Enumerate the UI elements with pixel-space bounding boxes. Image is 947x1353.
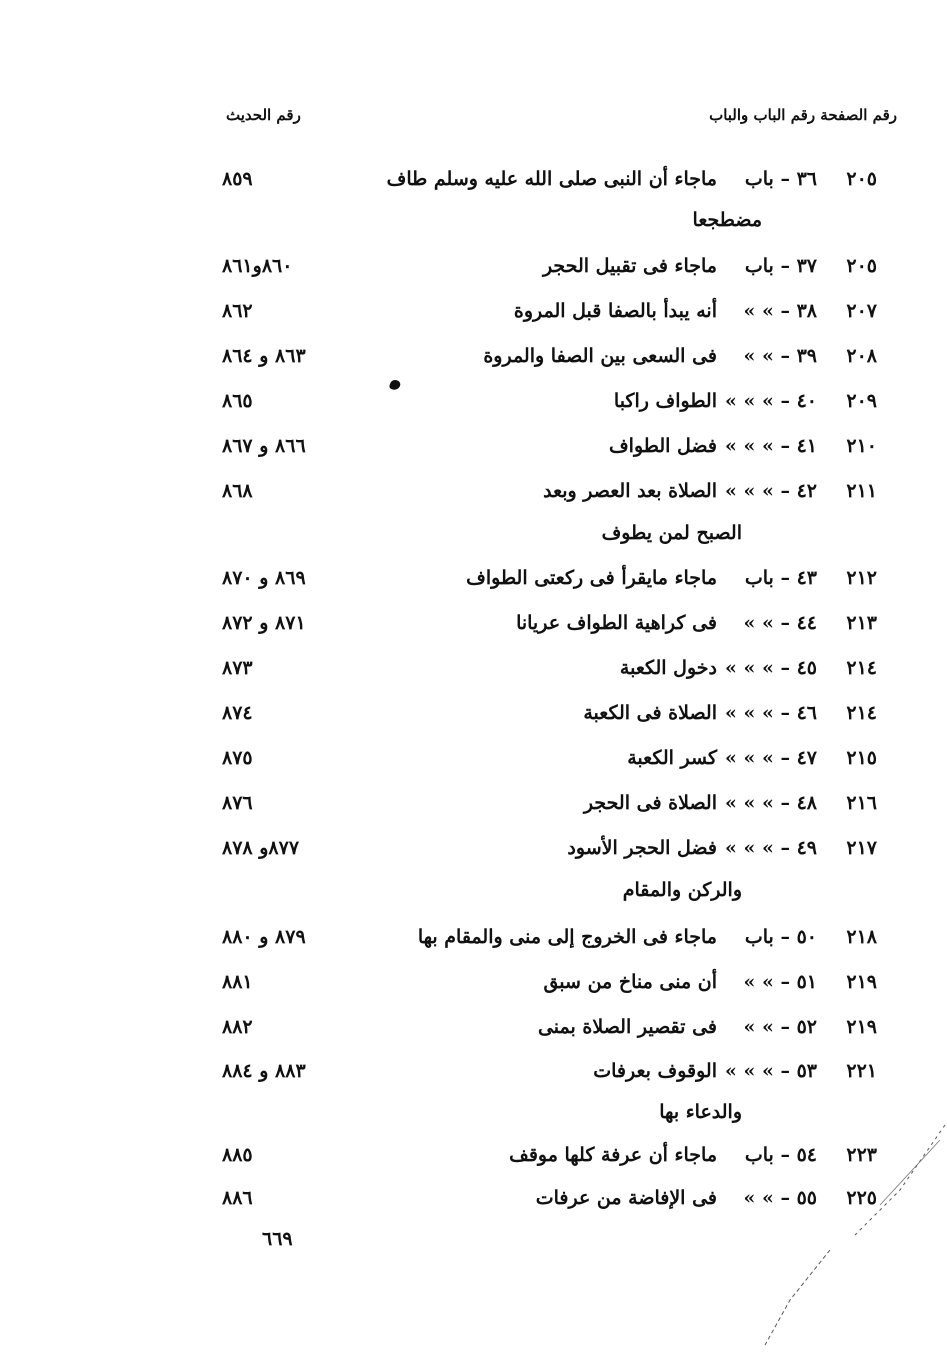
hadith-number: ٨٦٥ (222, 390, 253, 412)
hadith-number: ٨٦٢ (222, 300, 253, 322)
hadith-number: ٨٨٥ (222, 1144, 253, 1166)
index-row (0, 563, 947, 597)
section-number: ٥٣ – » » » (724, 1060, 817, 1082)
section-number: ٥٢ – » » (743, 1016, 817, 1038)
index-row (0, 967, 947, 1001)
page-number: ٢١٢ (846, 567, 877, 589)
section-number: ٣٨ – » » (743, 300, 817, 322)
chapter-title: فى الإفاضة من عرفات (535, 1187, 717, 1209)
section-number: ٤٥ – » » » (724, 657, 817, 679)
chapter-title: ماجاء فى الخروج إلى منى والمقام بها (417, 926, 717, 948)
chapter-title: كسر الكعبة (627, 747, 717, 769)
section-number: ٣٧ – باب (744, 255, 817, 277)
index-row (0, 922, 947, 956)
hadith-number: ٨٧٣ (222, 657, 253, 679)
chapter-title: ماجاء مايقرأ فى ركعتى الطواف (466, 567, 717, 589)
page-number: ٢١٨ (846, 926, 877, 948)
header-hadith-number: رقم الحديث (226, 106, 301, 124)
hadith-number: ٨٨٣ و ٨٨٤ (222, 1060, 306, 1082)
page-number: ٢٢٥ (846, 1187, 877, 1209)
hadith-number: ٨٧٥ (222, 747, 253, 769)
page-number: ٢١٥ (846, 747, 877, 769)
chapter-title: أنه يبدأ بالصفا قبل المروة (513, 300, 717, 322)
section-number: ٤٠ – » » » (724, 390, 817, 412)
page-number: ٢٢٣ (846, 1144, 877, 1166)
index-row (0, 608, 947, 642)
chapter-title: فضل الطواف (608, 435, 717, 457)
section-number: ٥٤ – باب (744, 1144, 817, 1166)
hadith-number: ٨٨٦ (222, 1187, 253, 1209)
chapter-title: ماجاء أن النبى صلى الله عليه وسلم طاف (386, 168, 717, 190)
chapter-title: ماجاء أن عرفة كلها موقف (509, 1144, 717, 1166)
chapter-title: الصلاة بعد العصر وبعد (543, 480, 717, 502)
section-number: ٤٢ – » » » (724, 480, 817, 502)
hadith-number: ٨٧١ و ٨٧٢ (222, 612, 306, 634)
page-number: ٢٠٧ (846, 300, 877, 322)
page-number: ٢١٤ (846, 657, 877, 679)
index-row (0, 296, 947, 330)
section-number: ٤٣ – باب (744, 567, 817, 589)
page-number: ٢١٤ (846, 702, 877, 724)
index-row (0, 653, 947, 687)
hadith-number: ٨٦٨ (222, 480, 253, 502)
page-number: ٢١٧ (846, 837, 877, 859)
chapter-title: أن منى مناخ من سبق (543, 971, 717, 993)
index-row (0, 251, 947, 285)
title-continuation: والدعاء بها (659, 1101, 742, 1123)
page-number: ٢٠٥ (846, 168, 877, 190)
chapter-title: الصلاة فى الكعبة (583, 702, 717, 724)
chapter-title: فى السعى بين الصفا والمروة (483, 345, 717, 367)
page-number: ٢١٩ (846, 971, 877, 993)
index-row (0, 1056, 947, 1090)
hadith-number: ٨٧٦ (222, 792, 253, 814)
hadith-number: ٨٦٩ و ٨٧٠ (222, 567, 306, 589)
chapter-title: الوقوف بعرفات (593, 1060, 717, 1082)
page-number: ٢١٩ (846, 1016, 877, 1038)
header-columns-right: رقم الصفحة رقم الباب والباب (709, 106, 897, 124)
page-number: ٢٠٨ (846, 345, 877, 367)
section-number: ٤٩ – » » » (724, 837, 817, 859)
hadith-number: ٨٨١ (222, 971, 253, 993)
index-row (0, 341, 947, 375)
index-row (0, 164, 947, 198)
hadith-number: ٨٦٦ و ٨٦٧ (222, 435, 306, 457)
index-row (0, 788, 947, 822)
hadith-number: ٨٧٧و ٨٧٨ (222, 837, 300, 859)
hadith-number: ٨٧٤ (222, 702, 253, 724)
footer-page-number: ٦٦٩ (262, 1228, 293, 1250)
chapter-title: ماجاء فى تقبيل الحجر (542, 255, 717, 277)
hadith-number: ٨٦٣ و ٨٦٤ (222, 345, 306, 367)
page-number: ٢١٠ (846, 435, 877, 457)
index-row (0, 1012, 947, 1046)
page-number: ٢١٣ (846, 612, 877, 634)
index-row (0, 833, 947, 867)
index-row (0, 476, 947, 510)
chapter-title: الطواف راكبا (613, 390, 717, 412)
section-number: ٤٨ – » » » (724, 792, 817, 814)
section-number: ٣٩ – » » (743, 345, 817, 367)
chapter-title: دخول الكعبة (619, 657, 717, 679)
page-number: ٢٠٥ (846, 255, 877, 277)
hadith-number: ٨٥٩ (222, 168, 253, 190)
section-number: ٤٦ – » » » (724, 702, 817, 724)
section-number: ٣٦ – باب (744, 168, 817, 190)
title-continuation: والركن والمقام (622, 879, 742, 901)
section-number: ٤٧ – » » » (724, 747, 817, 769)
chapter-title: فضل الحجر الأسود (567, 837, 717, 859)
page-number: ٢٢١ (846, 1060, 877, 1082)
hadith-number: ٨٧٩ و ٨٨٠ (222, 926, 306, 948)
index-row (0, 386, 947, 420)
section-number: ٤٤ – » » (743, 612, 817, 634)
hadith-number: ٨٦٠و٨٦١ (222, 255, 293, 277)
chapter-title: فى تقصير الصلاة بمنى (537, 1016, 717, 1038)
chapter-title: الصلاة فى الحجر (583, 792, 717, 814)
title-continuation: الصبح لمن يطوف (601, 522, 742, 544)
index-row (0, 698, 947, 732)
chapter-title: فى كراهية الطواف عريانا (516, 612, 717, 634)
hadith-number: ٨٨٢ (222, 1016, 253, 1038)
page-number: ٢١١ (846, 480, 877, 502)
index-row (0, 431, 947, 465)
page-number: ٢٠٩ (846, 390, 877, 412)
index-row (0, 1183, 947, 1217)
index-row (0, 743, 947, 777)
section-number: ٥١ – » » (743, 971, 817, 993)
title-continuation: مضطجعا (692, 209, 762, 231)
index-row (0, 1140, 947, 1174)
section-number: ٥٥ – » » (743, 1187, 817, 1209)
page-number: ٢١٦ (846, 792, 877, 814)
section-number: ٥٠ – باب (744, 926, 817, 948)
section-number: ٤١ – » » » (724, 435, 817, 457)
